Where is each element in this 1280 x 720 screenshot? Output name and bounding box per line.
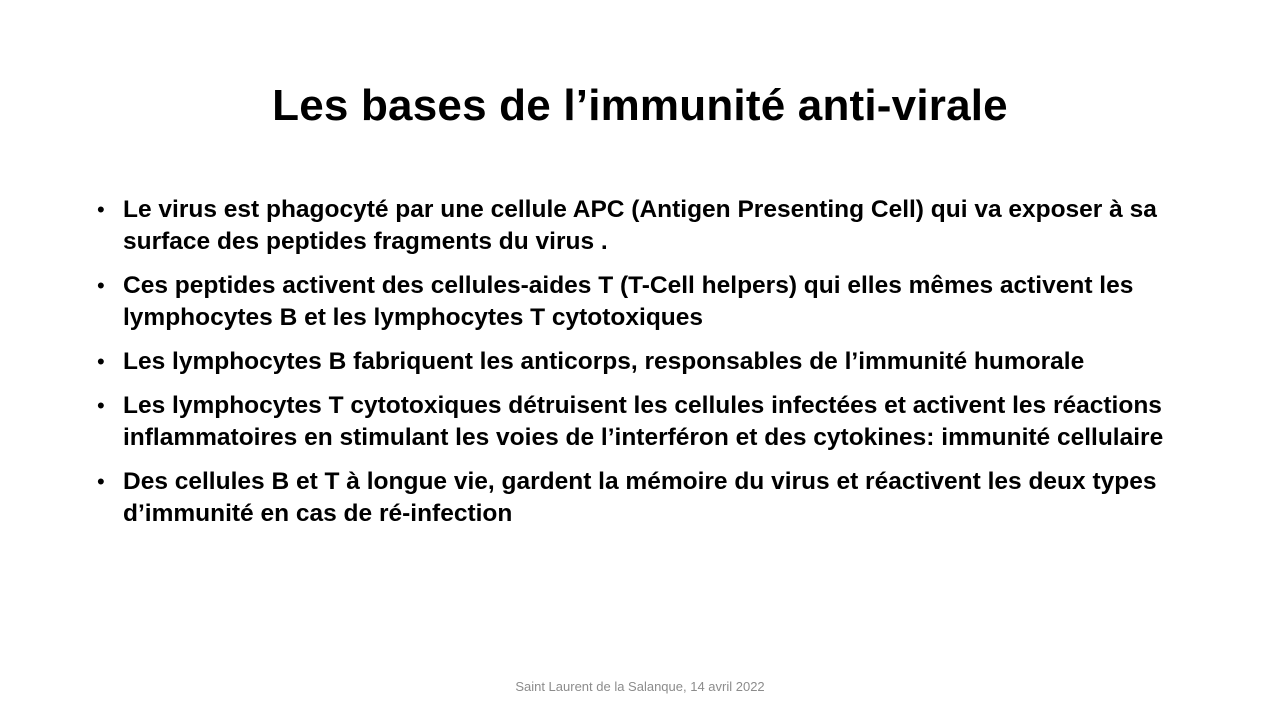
bullet-item [97, 390, 1197, 454]
bullet-marker: • [97, 469, 105, 494]
bullet-item [97, 466, 1197, 530]
bullet-marker: • [97, 197, 105, 222]
bullet-marker: • [97, 393, 105, 418]
slide-footer: Saint Laurent de la Salanque, 14 avril 2022 [515, 679, 765, 694]
bullet-text: Ces peptides activent des cellules-aides T (T-Cell helpers) qui elles mêmes activent les lymphocytes B et les lymphocytes T cytotoxiques [123, 272, 1134, 331]
bullet-text: Les lymphocytes B fabriquent les anticorps, responsables de l’immunité humorale [123, 348, 1085, 375]
bullet-marker: • [97, 273, 105, 298]
bullet-text: Les lymphocytes T cytotoxiques détruisent les cellules infectées et activent les réactions inflammatoires en stimulant les voies de l’interféron et des cytokines: immunité cellulaire [123, 392, 1164, 451]
bullet-text: Le virus est phagocyté par une cellule APC (Antigen Presenting Cell) qui va exposer à sa surface des peptides fragments du virus . [123, 196, 1157, 255]
bullet-item [97, 346, 1197, 378]
bullet-text: Des cellules B et T à longue vie, gardent la mémoire du virus et réactivent les deux types d’immunité en cas de ré-infection [123, 468, 1157, 527]
bullet-list [97, 194, 1197, 542]
bullet-marker: • [97, 349, 105, 374]
bullet-item [97, 270, 1197, 334]
bullet-item [97, 194, 1197, 258]
slide-title: Les bases de l’immunité anti-virale [272, 81, 1008, 130]
